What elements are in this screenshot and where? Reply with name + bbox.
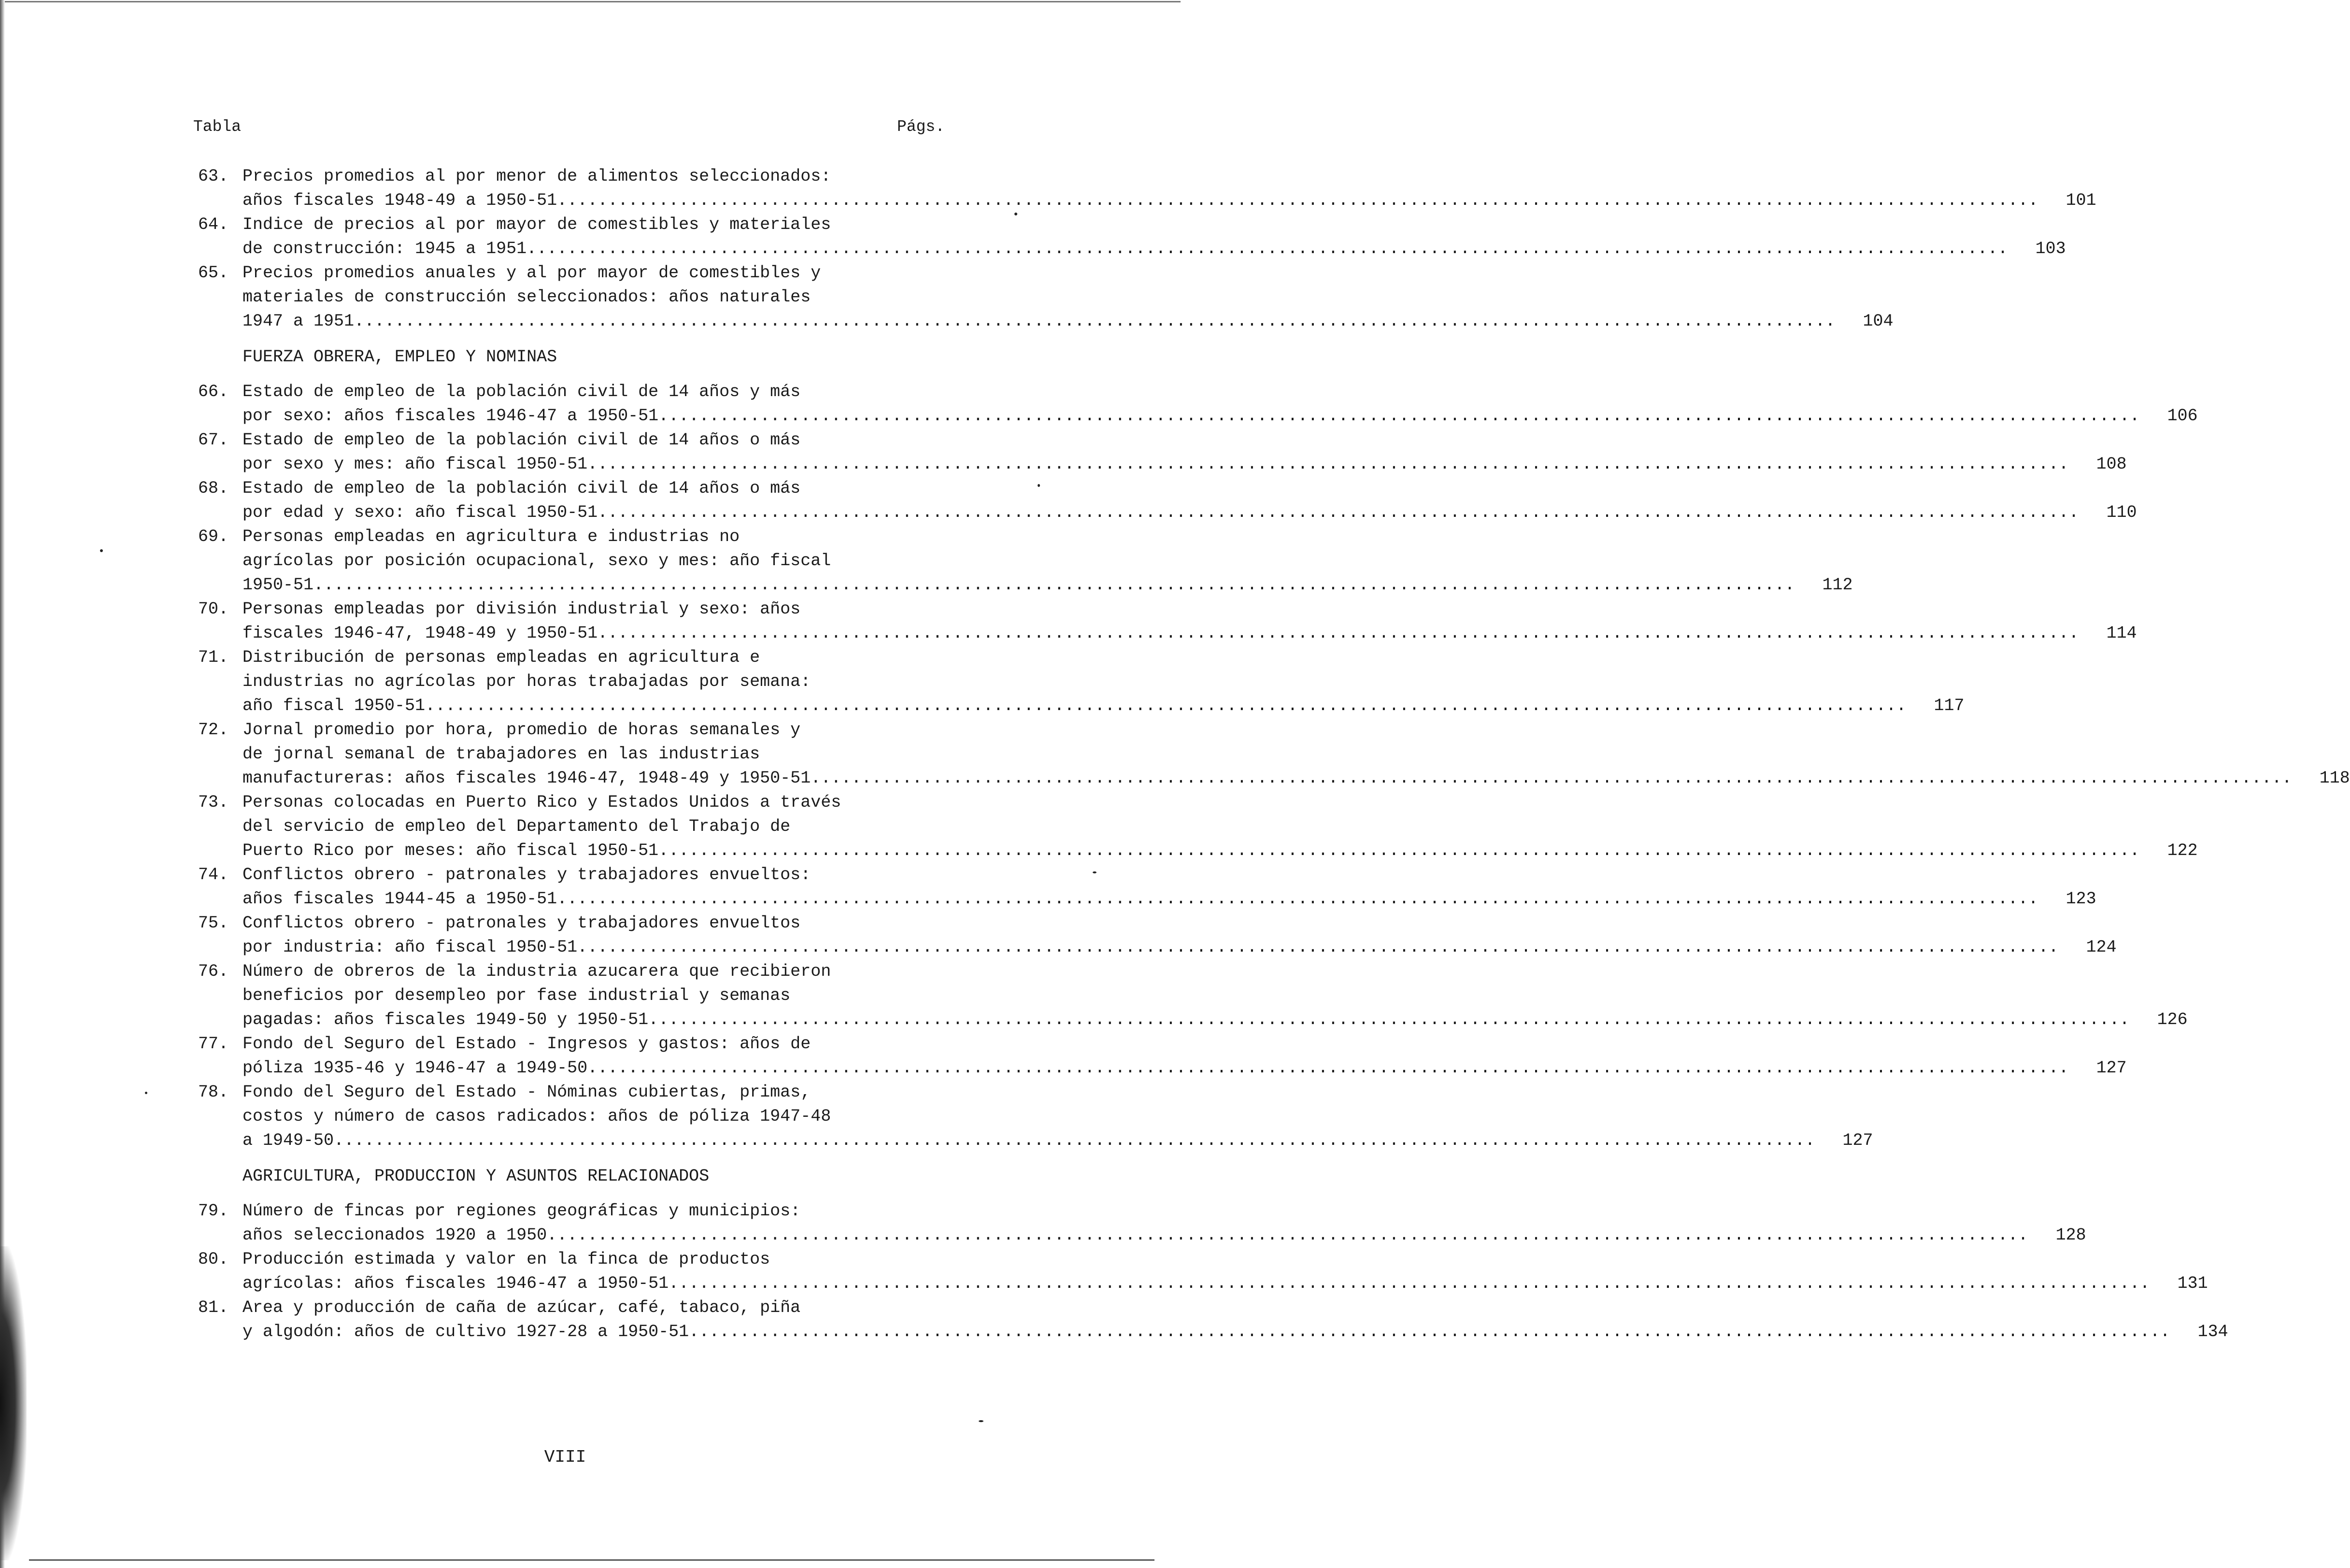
entry-number: 68. bbox=[198, 479, 229, 498]
entry-title-line: pagadas: años fiscales 1949-50 y 1950-51 bbox=[242, 1010, 649, 1029]
entry-title-line: 1950-51 bbox=[242, 575, 314, 595]
entry-title bbox=[242, 1247, 2208, 1296]
entry-number: 69. bbox=[198, 527, 229, 546]
page-reference[interactable]: 127 bbox=[1842, 1131, 1873, 1150]
entry-final-line bbox=[242, 452, 2127, 476]
entry-title-line: Personas colocadas en Puerto Rico y Estados Unidos a través bbox=[242, 793, 841, 812]
page-reference[interactable]: 128 bbox=[2055, 1226, 2086, 1245]
toc-entry[interactable] bbox=[198, 164, 2096, 213]
dot-leader bbox=[811, 766, 2292, 790]
entry-number: 74. bbox=[198, 865, 229, 884]
section-heading: FUERZA OBRERA, EMPLEO Y NOMINAS bbox=[242, 347, 557, 367]
entry-number: 63. bbox=[198, 167, 229, 186]
dot-leader bbox=[689, 1320, 2170, 1344]
entry-title-line: Precios promedios al por menor de alimentos seleccionados: bbox=[242, 167, 831, 186]
entry-final-line bbox=[242, 1271, 2208, 1296]
scan-shadow bbox=[0, 1246, 27, 1560]
toc-entry[interactable] bbox=[198, 213, 2066, 261]
entry-number: 79. bbox=[198, 1201, 229, 1221]
entry-title bbox=[242, 863, 2096, 911]
entry-title bbox=[242, 1080, 1873, 1153]
entry-title bbox=[242, 1296, 2228, 1344]
entry-title-line: agrícolas por posición ocupacional, sexo y mes: año fiscal bbox=[242, 551, 831, 570]
entry-title bbox=[242, 718, 2350, 790]
entry-title-line: Precios promedios anuales y al por mayor de comestibles y bbox=[242, 263, 821, 283]
page-reference[interactable]: 114 bbox=[2106, 624, 2137, 643]
entry-title-line: Producción estimada y valor en la finca de productos bbox=[242, 1250, 770, 1269]
page-reference[interactable]: 112 bbox=[1822, 575, 1853, 595]
entry-title-line: de jornal semanal de trabajadores en las industrias bbox=[242, 744, 760, 764]
entry-number: 70. bbox=[198, 599, 229, 619]
entry-title-line: Personas empleadas por división industrial y sexo: años bbox=[242, 599, 801, 619]
page-reference[interactable]: 124 bbox=[2086, 938, 2117, 957]
entry-title-line: años fiscales 1948-49 a 1950-51 bbox=[242, 191, 557, 210]
entry-final-line bbox=[242, 621, 2137, 645]
entry-title-line: 1947 a 1951 bbox=[242, 312, 355, 331]
page-reference[interactable]: 104 bbox=[1863, 312, 1894, 331]
toc-entry[interactable] bbox=[198, 1199, 2086, 1247]
toc-header bbox=[193, 118, 945, 136]
column-label-pages: Págs. bbox=[897, 118, 945, 136]
dot-leader bbox=[598, 500, 2079, 525]
dot-leader bbox=[598, 621, 2079, 645]
table-of-contents bbox=[198, 164, 2350, 1344]
toc-entry[interactable] bbox=[198, 597, 2137, 645]
dot-leader bbox=[334, 1128, 1815, 1153]
entry-final-line bbox=[242, 573, 1853, 597]
entry-title-line: Puerto Rico por meses: año fiscal 1950-51 bbox=[242, 841, 659, 860]
dot-leader bbox=[527, 237, 2008, 261]
toc-entry[interactable] bbox=[198, 1080, 1873, 1153]
dot-leader bbox=[587, 1056, 2069, 1080]
entry-title bbox=[242, 476, 2137, 525]
toc-entry[interactable] bbox=[198, 1247, 2208, 1296]
page-reference[interactable]: 103 bbox=[2035, 239, 2066, 258]
entry-title-line: Conflictos obrero - patronales y trabajadores envueltos bbox=[242, 913, 801, 933]
entry-title-line: Personas empleadas en agricultura e industrias no bbox=[242, 527, 740, 546]
entry-title-line: industrias no agrícolas por horas trabajadas por semana: bbox=[242, 672, 811, 691]
entry-title-line: y algodón: años de cultivo 1927-28 a 1950-51 bbox=[242, 1322, 689, 1341]
toc-entry[interactable] bbox=[198, 790, 2198, 863]
entry-title-line: manufactureras: años fiscales 1946-47, 1948-49 y 1950-51 bbox=[242, 769, 811, 788]
entry-number: 71. bbox=[198, 648, 229, 667]
page-reference[interactable]: 117 bbox=[1934, 696, 1965, 715]
dot-leader bbox=[648, 1008, 2130, 1032]
entry-number: 65. bbox=[198, 263, 229, 283]
entry-final-line bbox=[242, 237, 2066, 261]
dot-leader bbox=[658, 404, 2140, 428]
entry-title-line: a 1949-50 bbox=[242, 1131, 334, 1150]
entry-title bbox=[242, 261, 1894, 333]
entry-final-line bbox=[242, 839, 2198, 863]
entry-number: 75. bbox=[198, 913, 229, 933]
entry-title-line: beneficios por desempleo por fase industrial y semanas bbox=[242, 986, 791, 1005]
entry-number: 78. bbox=[198, 1083, 229, 1102]
entry-number: 76. bbox=[198, 962, 229, 981]
entry-final-line bbox=[242, 935, 2117, 959]
toc-entry[interactable] bbox=[198, 1032, 2127, 1080]
page-reference[interactable]: 134 bbox=[2197, 1322, 2228, 1341]
toc-entry[interactable] bbox=[198, 645, 1965, 718]
entry-title bbox=[242, 525, 1853, 597]
dot-leader bbox=[658, 839, 2140, 863]
dot-leader bbox=[547, 1223, 2028, 1247]
entry-final-line bbox=[242, 1056, 2127, 1080]
entry-title-line: del servicio de empleo del Departamento del Trabajo de bbox=[242, 817, 791, 836]
entry-title-line: de construcción: 1945 a 1951 bbox=[242, 239, 527, 258]
entry-number: 64. bbox=[198, 215, 229, 234]
dot-leader bbox=[313, 573, 1795, 597]
page-reference[interactable]: 110 bbox=[2106, 503, 2137, 522]
scan-speck bbox=[145, 1092, 147, 1094]
scan-speck bbox=[100, 549, 103, 552]
toc-entry[interactable] bbox=[198, 525, 1853, 597]
entry-title-line: años seleccionados 1920 a 1950 bbox=[242, 1226, 547, 1245]
entry-title-line: Número de fincas por regiones geográficas y municipios: bbox=[242, 1201, 801, 1221]
entry-title-line: por sexo y mes: año fiscal 1950-51 bbox=[242, 455, 588, 474]
entry-final-line bbox=[242, 694, 1965, 718]
entry-final-line bbox=[242, 766, 2350, 790]
entry-title-line: materiales de construcción seleccionados: años naturales bbox=[242, 287, 811, 307]
dot-leader bbox=[669, 1271, 2150, 1296]
toc-entry[interactable] bbox=[198, 476, 2137, 525]
entry-title-line: Estado de empleo de la población civil de 14 años y más bbox=[242, 382, 801, 401]
column-label-table: Tabla bbox=[193, 118, 242, 136]
toc-entry[interactable] bbox=[198, 1296, 2228, 1344]
entry-final-line bbox=[242, 500, 2137, 525]
dot-leader bbox=[557, 188, 2038, 213]
toc-entry[interactable] bbox=[198, 261, 1894, 333]
entry-title-line: Estado de empleo de la población civil de 14 años o más bbox=[242, 479, 801, 498]
entry-number: 81. bbox=[198, 1298, 229, 1317]
entry-title-line: Area y producción de caña de azúcar, café, tabaco, piña bbox=[242, 1298, 801, 1317]
entry-number: 66. bbox=[198, 382, 229, 401]
entry-title-line: póliza 1935-46 y 1946-47 a 1949-50 bbox=[242, 1058, 588, 1078]
entry-number: 80. bbox=[198, 1250, 229, 1269]
entry-title bbox=[242, 645, 1965, 718]
section-heading: AGRICULTURA, PRODUCCION Y ASUNTOS RELACIONADOS bbox=[242, 1167, 710, 1186]
entry-final-line bbox=[242, 887, 2096, 911]
entry-title-line: Fondo del Seguro del Estado - Nóminas cubiertas, primas, bbox=[242, 1083, 811, 1102]
entry-title bbox=[242, 1199, 2086, 1247]
entry-number: 72. bbox=[198, 720, 229, 740]
scan-speck bbox=[979, 1420, 983, 1422]
entry-title-line: Fondo del Seguro del Estado - Ingresos y gastos: años de bbox=[242, 1034, 811, 1054]
entry-final-line bbox=[242, 188, 2096, 213]
entry-title bbox=[242, 597, 2137, 645]
entry-title-line: por sexo: años fiscales 1946-47 a 1950-51 bbox=[242, 406, 659, 426]
page-reference[interactable]: 118 bbox=[2319, 769, 2350, 788]
page-reference[interactable]: 122 bbox=[2167, 841, 2198, 860]
scan-edge-bottom bbox=[29, 1559, 1154, 1561]
entry-title-line: costos y número de casos radicados: años de póliza 1947-48 bbox=[242, 1107, 831, 1126]
dot-leader bbox=[354, 309, 1836, 333]
page-reference[interactable]: 131 bbox=[2177, 1274, 2208, 1293]
entry-title-line: por industria: año fiscal 1950-51 bbox=[242, 938, 578, 957]
entry-number: 67. bbox=[198, 430, 229, 450]
entry-title-line: por edad y sexo: año fiscal 1950-51 bbox=[242, 503, 598, 522]
toc-entry[interactable] bbox=[198, 428, 2127, 476]
entry-title bbox=[242, 428, 2127, 476]
entry-final-line bbox=[242, 1223, 2086, 1247]
entry-title-line: fiscales 1946-47, 1948-49 y 1950-51 bbox=[242, 624, 598, 643]
entry-title bbox=[242, 959, 2188, 1032]
dot-leader bbox=[425, 694, 1907, 718]
page-reference[interactable]: 101 bbox=[2065, 191, 2096, 210]
entry-title-line: año fiscal 1950-51 bbox=[242, 696, 426, 715]
entry-title bbox=[242, 164, 2096, 213]
entry-title bbox=[242, 1032, 2127, 1080]
entry-final-line bbox=[242, 309, 1894, 333]
page-reference[interactable]: 126 bbox=[2157, 1010, 2188, 1029]
dot-leader bbox=[577, 935, 2059, 959]
toc-entry[interactable] bbox=[198, 718, 2350, 790]
entry-title-line: años fiscales 1944-45 a 1950-51 bbox=[242, 889, 557, 909]
entry-final-line bbox=[242, 1320, 2228, 1344]
toc-entry[interactable] bbox=[198, 959, 2188, 1032]
page-reference[interactable]: 123 bbox=[2065, 889, 2096, 909]
entry-title-line: Jornal promedio por hora, promedio de horas semanales y bbox=[242, 720, 801, 740]
entry-title-line: Estado de empleo de la población civil de 14 años o más bbox=[242, 430, 801, 450]
scan-edge-top bbox=[0, 1, 1181, 2]
entry-final-line bbox=[242, 1008, 2188, 1032]
dot-leader bbox=[557, 887, 2038, 911]
entry-title bbox=[242, 911, 2117, 959]
toc-entry[interactable] bbox=[198, 380, 2198, 428]
page-number: VIII bbox=[544, 1447, 586, 1467]
page-reference[interactable]: 106 bbox=[2167, 406, 2198, 426]
entry-title bbox=[242, 790, 2198, 863]
entry-number: 73. bbox=[198, 793, 229, 812]
entry-title-line: Conflictos obrero - patronales y trabajadores envueltos: bbox=[242, 865, 811, 884]
entry-title-line: Indice de precios al por mayor de comestibles y materiales bbox=[242, 215, 831, 234]
entry-title-line: Número de obreros de la industria azucarera que recibieron bbox=[242, 962, 831, 981]
entry-number: 77. bbox=[198, 1034, 229, 1054]
entry-title bbox=[242, 380, 2198, 428]
entry-title-line: agrícolas: años fiscales 1946-47 a 1950-51 bbox=[242, 1274, 669, 1293]
toc-entry[interactable] bbox=[198, 911, 2117, 959]
entry-final-line bbox=[242, 404, 2198, 428]
dot-leader bbox=[587, 452, 2069, 476]
toc-entry[interactable] bbox=[198, 863, 2096, 911]
entry-title-line: Distribución de personas empleadas en agricultura e bbox=[242, 648, 760, 667]
page-reference[interactable]: 127 bbox=[2096, 1058, 2127, 1078]
page-reference[interactable]: 108 bbox=[2096, 455, 2127, 474]
entry-final-line bbox=[242, 1128, 1873, 1153]
entry-title bbox=[242, 213, 2066, 261]
